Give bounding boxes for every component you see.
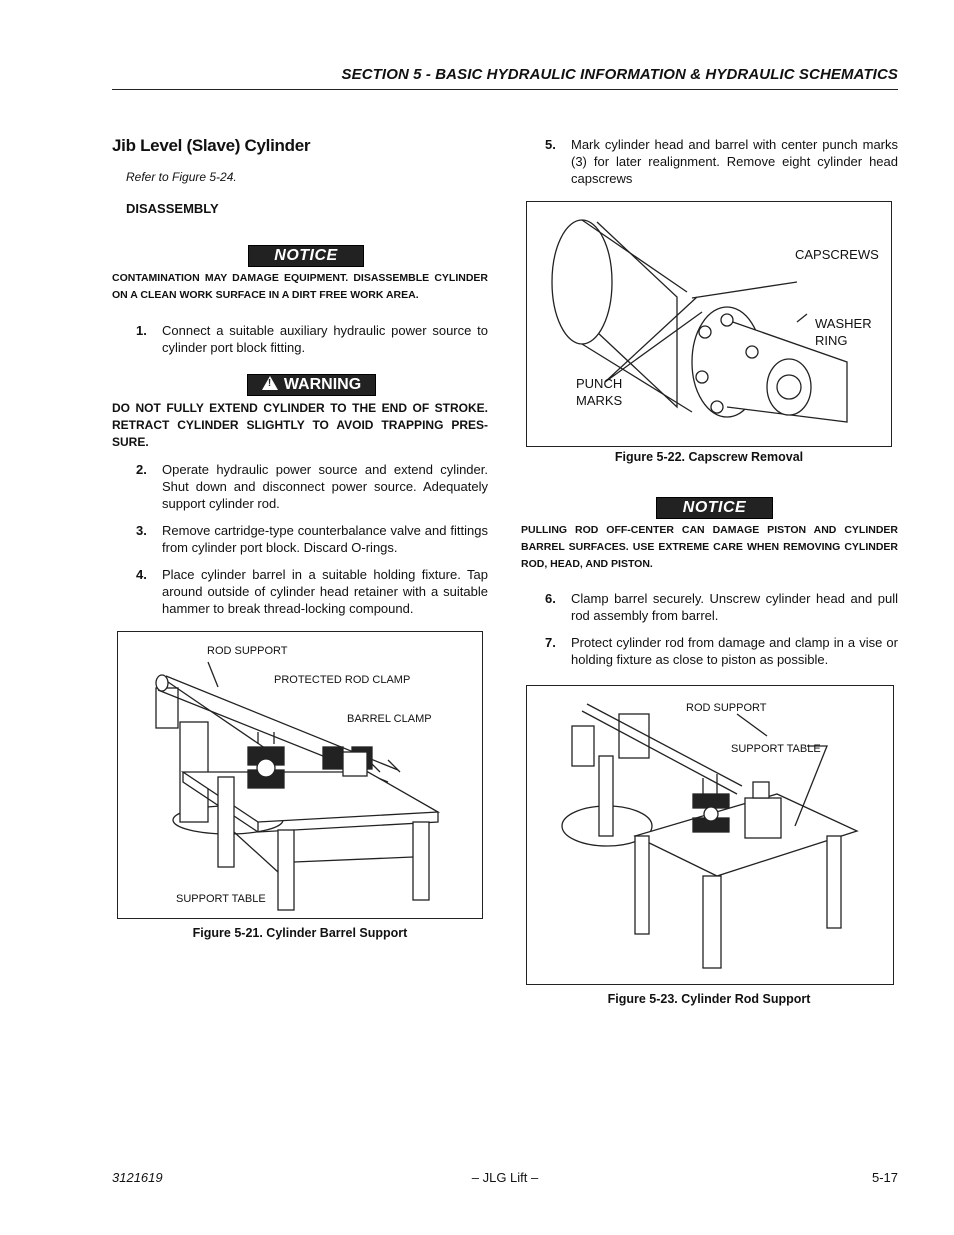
label-marks: MARKS (576, 393, 623, 408)
header-divider (112, 89, 898, 90)
figure-5-22 (526, 201, 892, 447)
figure-5-22-caption: Figure 5-22. Capscrew Removal (614, 450, 804, 464)
label-support-table: SUPPORT TABLE (731, 743, 821, 755)
figure-reference: Refer to Figure 5-24. (126, 170, 237, 184)
label-rod-support: ROD SUPPORT (207, 645, 288, 657)
figure-5-21 (117, 631, 483, 919)
step-number: 1. (136, 323, 147, 338)
footer-center: – JLG Lift – (471, 1170, 539, 1185)
page-number: 5-17 (871, 1170, 898, 1185)
figure-5-23-caption: Figure 5-23. Cylinder Rod Support (607, 992, 811, 1006)
step-number: 5. (545, 137, 556, 152)
step-number: 7. (545, 635, 556, 650)
step-number: 6. (545, 591, 556, 606)
figure-5-21-caption: Figure 5-21. Cylinder Barrel Support (192, 926, 408, 940)
label-ring: RING (815, 333, 848, 348)
disassembly-heading: DISASSEMBLY (126, 201, 219, 216)
label-support-table: SUPPORT TABLE (176, 893, 266, 905)
label-barrel-clamp: BARREL CLAMP (347, 713, 432, 725)
section-title: SECTION 5 - BASIC HYDRAULIC INFORMATION & HYDRAULIC SCHEMATICS (341, 66, 898, 83)
notice-badge: NOTICE (656, 497, 773, 519)
step-text: Place cylinder barrel in a suitable holding fixture. Tap around outside of cylinder head retainer with a suitable hammer to break thread-locking compound. (162, 567, 488, 616)
warning-badge (247, 374, 376, 396)
step-text: Connect a suitable auxiliary hydraulic power source to cylinder port block fitting. (162, 323, 488, 355)
step-number: 2. (136, 462, 147, 477)
step-text: Remove cartridge-type counterbalance valve and fittings from cylinder port block. Discard O-rings. (162, 523, 488, 555)
step-text: Mark cylinder head and barrel with center punch marks (3) for later realignment. Remove eight cylinder head capscrews (571, 137, 898, 186)
doc-number: 3121619 (112, 1170, 163, 1185)
label-washer: WASHER (815, 316, 872, 331)
label-punch: PUNCH (576, 376, 623, 391)
warning-label: WARNING (283, 376, 362, 393)
notice-badge: NOTICE (248, 245, 364, 267)
warning-triangle-icon: ! (262, 376, 278, 390)
step-number: 3. (136, 523, 147, 538)
label-capscrews: CAPSCREWS (795, 247, 879, 262)
label-rod-support: ROD SUPPORT (686, 702, 767, 714)
figure-5-23 (526, 685, 894, 985)
page-heading: Jib Level (Slave) Cylinder (112, 136, 311, 155)
notice-text: CONTAMINATION MAY DAMAGE EQUIPMENT. DISASSEMBLE CYLINDER ON A CLEAN WORK SURFACE IN A DIRT FREE WORK AREA. (112, 272, 488, 301)
step-text: Operate hydraulic power source and extend cylinder. Shut down and disconnect power source. Adequately support cylinder rod. (162, 462, 488, 511)
warning-text: DO NOT FULLY EXTEND CYLINDER TO THE END OF STROKE. RETRACT CYLINDER SLIGHTLY TO AVOID TRAPPING PRES-SURE. (112, 401, 488, 449)
rod-support-illustration (527, 686, 893, 984)
label-protected-rod-clamp: PROTECTED ROD CLAMP (274, 674, 411, 686)
step-number: 4. (136, 567, 147, 582)
notice-text: PULLING ROD OFF-CENTER CAN DAMAGE PISTON AND CYLINDER BARREL SURFACES. USE EXTREME CARE WHEN REMOVING CYLINDER ROD, HEAD, AND PISTON. (521, 524, 898, 570)
step-text: Clamp barrel securely. Unscrew cylinder head and pull rod assembly from barrel. (571, 591, 898, 623)
step-text: Protect cylinder rod from damage and clamp in a vise or holding fixture as close to piston as possible. (571, 635, 898, 667)
